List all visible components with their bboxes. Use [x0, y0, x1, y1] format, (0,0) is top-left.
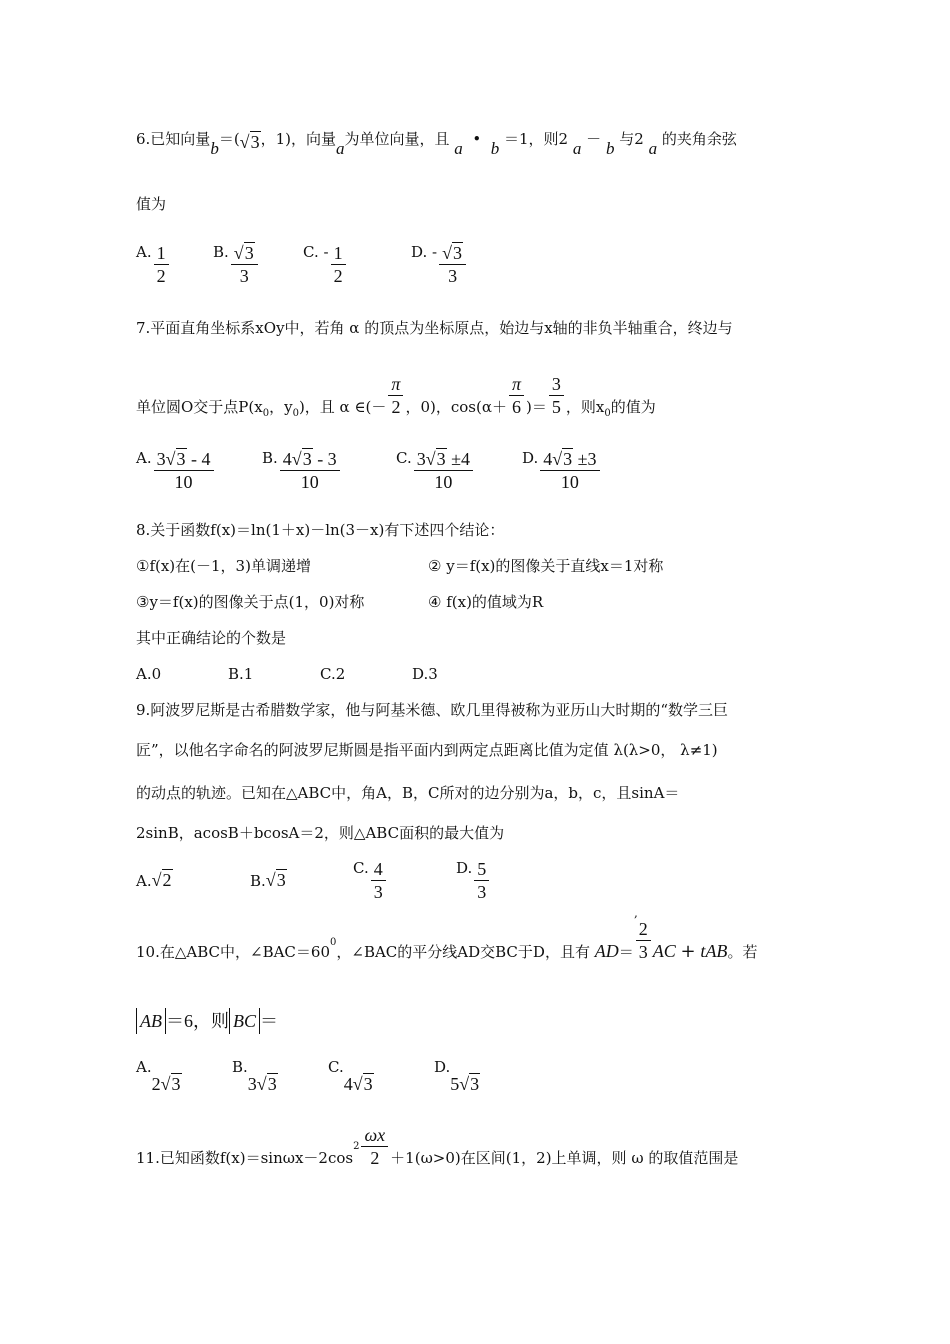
q8-option-a: A.0 — [136, 665, 162, 683]
q9-line2: 匠”，以他名字命名的阿波罗尼斯圆是指平面内到两定点距离比值为定值 λ(λ>0， λ≠1) — [136, 741, 718, 759]
sqrt-symbol: √3 — [239, 132, 260, 152]
q8-option-b: B.1 — [228, 665, 254, 683]
q9-line1: 9.阿波罗尼斯是古希腊数学家，他与阿基米德、欧几里得被称为亚历山大时期的“数学三巨 — [136, 701, 728, 719]
q9-line3: 的动点的轨迹。已知在△ABC中，角A，B，C所对的边分别为a，b，c，且sinA＝ — [136, 784, 680, 802]
q6-text: ＝1，则2 — [504, 130, 569, 148]
q7-line2: 单位圆O交于点$P(x_0$，$y_0$)，且 α ∈(－ $\frac{\pi}{2}$ ，0)，cos(α＋ $\frac{\pi}{6}$ )＝ $\frac{3}{5}$ ，则$x_0$的值为 — [136, 374, 656, 419]
q6-option-d: D. - $\frac{√3}{3}$ — [411, 242, 468, 287]
q6-option-a: A. $\frac{1}{2}$ — [136, 242, 171, 287]
stray-mark: , — [634, 906, 638, 920]
q7-option-c: C. $\frac{3√3 \pm 4}{10}$ — [396, 448, 475, 493]
q6-option-b: B. $\frac{√3}{3}$ — [213, 242, 260, 287]
vector-a: a — [648, 139, 658, 158]
q6-text: ，1)，向量 — [260, 130, 336, 148]
q9-option-a: A.√2 — [136, 870, 172, 890]
q10-line2: AB ＝6，则 BC ＝ — [136, 1008, 278, 1034]
q8-option-d: D.3 — [412, 665, 438, 683]
q6-text: 的夹角余弦 — [661, 130, 737, 148]
q8-statement-1: ①f(x)在(－1，3)单调递增 — [136, 557, 311, 575]
q6-text: ＝( — [218, 130, 240, 148]
q8-line1: 8.关于函数f(x)＝ln(1＋x)－ln(3－x)有下述四个结论： — [136, 521, 505, 539]
q6-text: 为单位向量，且 — [344, 130, 450, 148]
q9-option-d: D. $\frac{5}{3}$ — [456, 858, 491, 903]
q7-option-d: D. $\frac{4√3 \pm 3}{10}$ — [522, 448, 602, 493]
q8-ask: 其中正确结论的个数是 — [136, 629, 287, 647]
vector-a: a — [335, 139, 345, 158]
q10-option-c: C.4√3 — [328, 1058, 373, 1094]
q6-text-prefix: 6.已知向量 — [136, 130, 211, 148]
q7-line1: 7.平面直角坐标系xOy中，若角 α 的顶点为坐标原点，始边与x轴的非负半轴重合，终边与 — [136, 319, 733, 337]
minus-sign: － — [586, 130, 602, 148]
dot-operator: • — [472, 130, 482, 148]
q6-line1 — [136, 128, 737, 158]
q6-line2: 值为 — [136, 195, 167, 213]
vector-a: a — [454, 139, 463, 158]
q9-line4: 2sinB，acosB＋bcosA＝2，则△ABC面积的最大值为 — [136, 824, 505, 842]
q8-option-c: C.2 — [320, 665, 346, 683]
q10-option-b: B.3√3 — [232, 1058, 277, 1094]
q8-statement-4: ④ f(x)的值域为R — [428, 593, 544, 611]
vector-b: b — [605, 139, 615, 158]
q9-option-c: C. $\frac{4}{3}$ — [353, 858, 388, 903]
q8-statement-2: ② y＝f(x)的图像关于直线x＝1对称 — [428, 557, 664, 575]
q6-option-c: C. - $\frac{1}{2}$ — [303, 242, 348, 287]
q10-line1: 10.在△ABC中，$\angle BAC=60^0$，∠BAC的平分线AD交BC于D，且有 AD＝ $\frac{2}{3}$ AC + tAB。若 — [136, 919, 758, 962]
vector-a: a — [572, 139, 582, 158]
q11-line1: 11.已知函数$f(x)=\sin\omega x-2\cos^2$ $\frac{\omega x}{2}$ ＋1(ω>0)在区间(1，2)上单调，则 ω 的取值范围是 — [136, 1125, 739, 1168]
q9-option-b: B.√3 — [250, 870, 286, 890]
q7-option-b: B. $\frac{4√3 - 3}{10}$ — [262, 448, 342, 493]
vector-b: b — [210, 139, 219, 158]
q7-option-a: A. $\frac{3√3 - 4}{10}$ — [136, 448, 216, 493]
q8-statement-3: ③y＝f(x)的图像关于点(1，0)对称 — [136, 593, 365, 611]
q10-option-a: A.2√3 — [136, 1058, 181, 1094]
q10-option-d: D.5√3 — [434, 1058, 480, 1094]
vector-b: b — [490, 139, 500, 158]
q6-text: 与2 — [619, 130, 644, 148]
